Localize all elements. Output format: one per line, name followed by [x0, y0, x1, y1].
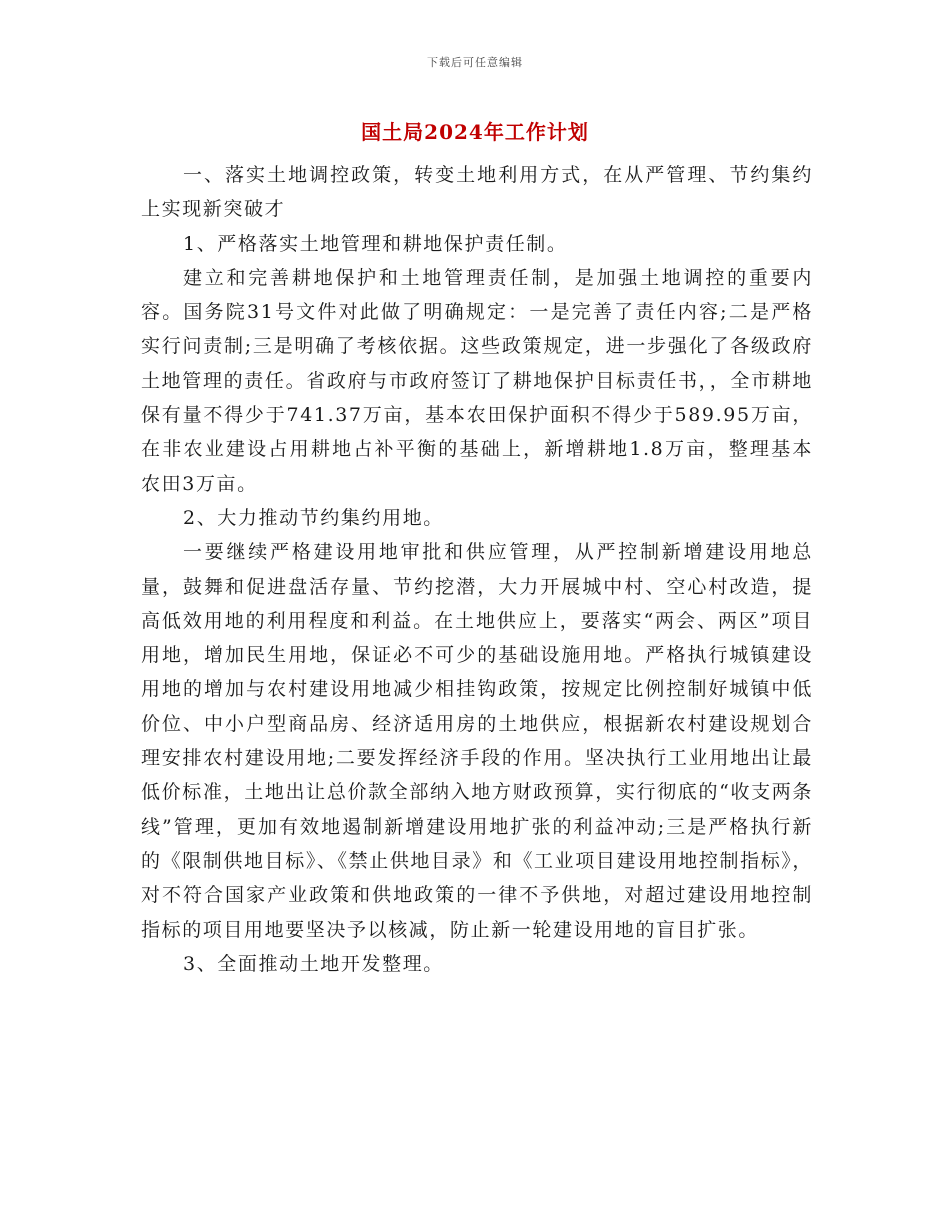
paragraph-item-2-body: 一要继续严格建设用地审批和供应管理，从严控制新增建设用地总量，鼓舞和促进盘活存量、节约挖潜，大力开展城中村、空心村改造，提高低效用地的利用程度和利益。在土地供应上，要落实“两会、两区”项目用地，增加民生用地，保证必不可少的基础设施用地。严格执行城镇建设用地的增加与农村建设用地减少相挂钩政策，按规定比例控制好城镇中低价位、中小户型商品房、经济适用房的土地供应，根据新农村建设规划合理安排农村建设用地;二要发挥经济手段的作用。坚决执行工业用地出让最低价标准，土地出让总价款全部纳入地方财政预算，实行彻底的“收支两条线”管理，更加有效地遏制新增建设用地扩张的利益冲动;三是严格执行新的《限制供地目标》、《禁止供地目录》和《工业项目建设用地控制指标》，对不符合国家产业政策和供地政策的一律不予供地，对超过建设用地控制指标的项目用地要坚决予以核减，防止新一轮建设用地的盲目扩张。 — [141, 541, 813, 941]
paragraph-item-1-body: 建立和完善耕地保护和土地管理责任制，是加强土地调控的重要内容。国务院31号文件对此做了明确规定：一是完善了责任内容;二是严格实行问责制;三是明确了考核依据。这些政策规定，进一步强化了各级政府土地管理的责任。省政府与市政府签订了耕地保护目标责任书，，全市耕地保有量不得少于741.37万亩，基本农田保护面积不得少于589.95万亩，在非农业建设占用耕地占补平衡的基础上，新增耕地1.8万亩，整理基本农田3万亩。 — [141, 266, 813, 495]
page-header: 下载后可任意编辑 — [427, 56, 523, 69]
document-title: 国土局2024年工作计划 — [361, 120, 589, 144]
paragraph-item-3-heading: 3、全面推动土地开发整理。 — [183, 952, 444, 975]
paragraph-item-2-heading: 2、大力推动节约集约用地。 — [183, 506, 444, 529]
paragraph-section-1-heading: 一、落实土地调控政策，转变土地利用方式，在从严管理、节约集约上实现新突破才 — [141, 164, 813, 221]
document-body — [141, 158, 813, 981]
paragraph-item-1-heading: 1、严格落实土地管理和耕地保护责任制。 — [183, 232, 568, 255]
